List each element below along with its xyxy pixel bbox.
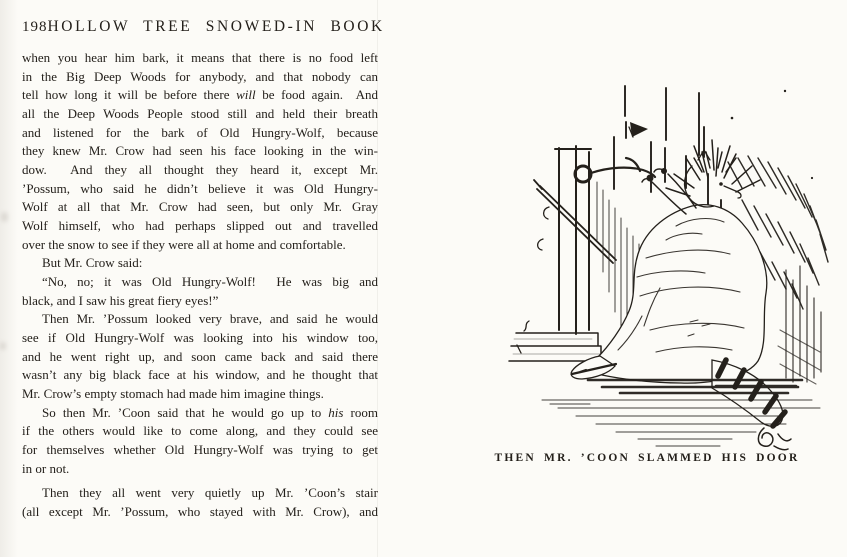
text-line: “No, no; it was Old Hungry-Wolf! He was big and (42, 274, 378, 290)
paw (647, 175, 654, 182)
text-line: Wolf at all that Mr. Crow had seen, but only Mr. Gray (22, 199, 378, 215)
page-number: 198 (22, 19, 48, 35)
text-line: all the Deep Woods People stood still and held their breath (22, 106, 378, 122)
text-line: Wolf himself, who had perhaps slipped out and travelled (22, 218, 378, 234)
running-title: HOLLOW TREE SNOWED-IN BOOK (47, 18, 385, 35)
text-line: ’Possum, who said he didn’t believe it was Old Hungry- (22, 180, 378, 196)
text-line: wasn’t any big black face at his window, and he thought that (22, 367, 378, 383)
text-line: see if Old Hungry-Wolf was looking into his window too, (22, 330, 378, 346)
text-line: So then Mr. ’Coon said that he would go up to his room (42, 404, 378, 420)
text-line: black, and I saw his great fiery eyes!” (22, 292, 219, 308)
text-line: when you hear him bark, it means that there is no food left (22, 50, 378, 65)
text-line: tell how long it will be before there will be food again. And (22, 87, 378, 103)
text-line: Then Mr. ’Possum looked very brave, and said he would (42, 311, 378, 327)
page-header (22, 18, 385, 42)
text-line: if the others would like to come along, and they could see (22, 423, 378, 439)
text-line: over the snow to see if they were all at home and comfortable. (22, 236, 346, 252)
text-line: for themselves whether Old Hungry-Wolf was trying to get (22, 442, 378, 458)
text-line: (all except Mr. ’Possum, who stayed with Mr. Crow), and (22, 504, 378, 520)
stairs (509, 333, 606, 361)
door-latch-bar (591, 158, 655, 177)
scan-smudge (1, 212, 8, 222)
text-line: Mr. Crow’s empty stomach had made him imagine things. (22, 386, 324, 402)
text-line: and listened for the bark of Old Hungry-Wolf, because (22, 124, 378, 140)
nightgown (593, 205, 767, 383)
text-line: and he went right up, and soon came back and said there (22, 348, 378, 364)
illustration-coon-slamming-door (480, 30, 847, 470)
text-line: in the Big Deep Woods for anybody, and that nobody can (22, 68, 378, 84)
illustration-caption: THEN MR. ’COON SLAMMED HIS DOOR (494, 452, 800, 464)
text-line: they knew Mr. Crow had seen his face looking in the win- (22, 143, 378, 159)
left-page (22, 18, 385, 522)
text-line: But Mr. Crow said: (42, 255, 143, 271)
page-edge-shade (0, 0, 18, 557)
paw (661, 168, 667, 174)
text-line: Then they all went very quietly up Mr. ’Coon’s stair (42, 485, 378, 501)
artist-signature-icon (758, 428, 791, 450)
body-text (22, 49, 378, 522)
scan-smudge (0, 342, 6, 350)
eye (719, 182, 723, 186)
text-line: in or not. (22, 460, 70, 476)
text-line: dow. And they all thought they heard it, except Mr. (22, 162, 378, 178)
snout (724, 186, 741, 198)
